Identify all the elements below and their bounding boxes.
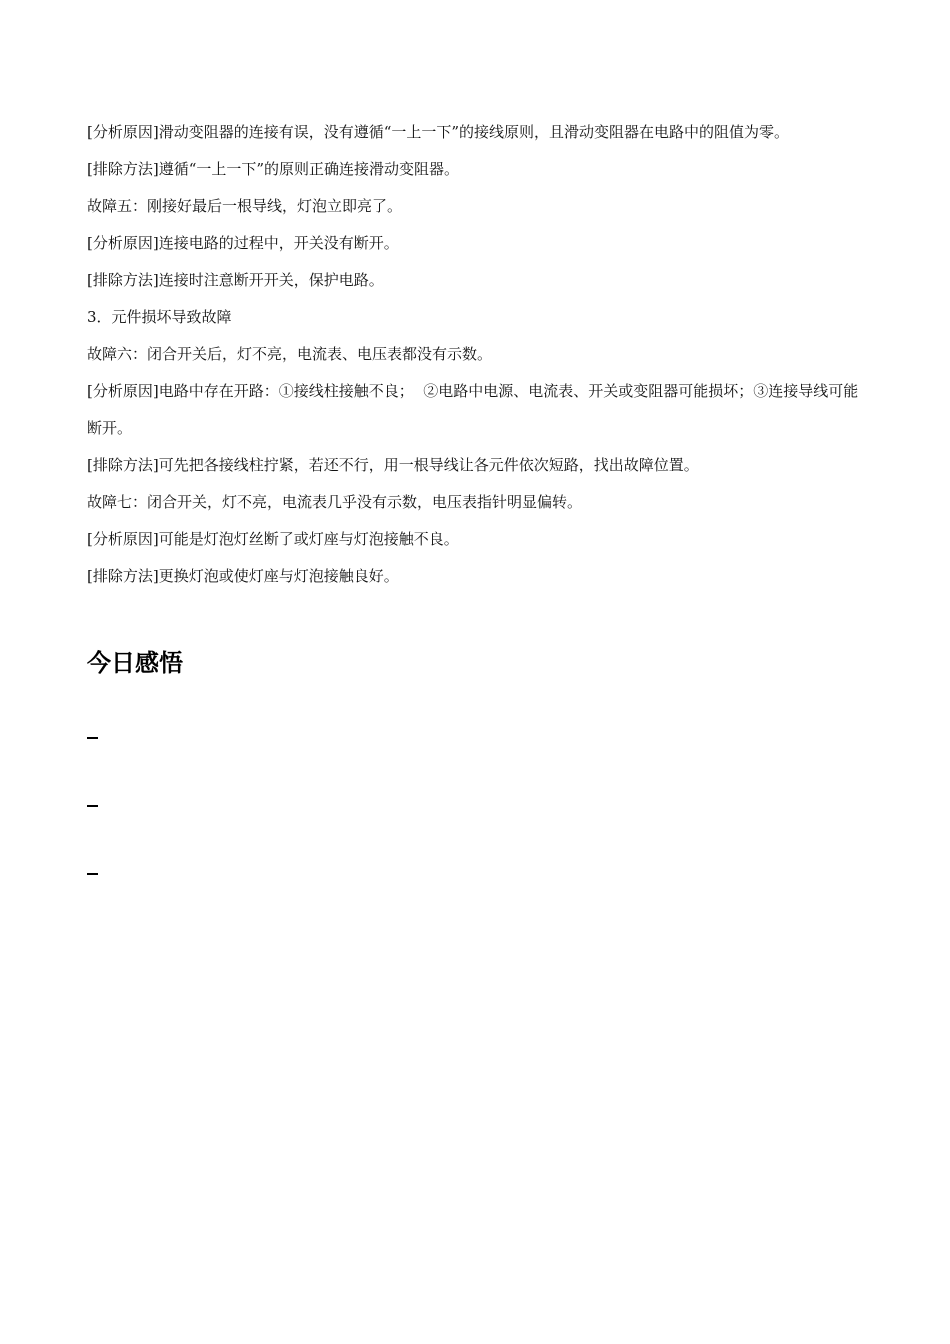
subsection-title-3: 3．元件损坏导致故障	[87, 308, 232, 326]
blank-line-3	[87, 873, 98, 875]
paragraph-fix-4: [排除方法]遵循“一上一下”的原则正确连接滑动变阻器。	[87, 160, 460, 178]
blank-line-1	[87, 737, 98, 739]
paragraph-cause-7: [分析原因]可能是灯泡灯丝断了或灯座与灯泡接触不良。	[87, 530, 459, 548]
paragraph-cause-4: [分析原因]滑动变阻器的连接有误，没有遵循“一上一下”的接线原则，且滑动变阻器在电路中的阻值为零。	[87, 123, 790, 141]
paragraph-fix-7: [排除方法]更换灯泡或使灯座与灯泡接触良好。	[87, 567, 399, 585]
paragraph-fault-5: 故障五：刚接好最后一根导线，灯泡立即亮了。	[87, 197, 403, 215]
document-body	[87, 114, 867, 595]
paragraph-cause-6: [分析原因]电路中存在开路：①接线柱接触不良； ②电路中电源、电流表、开关或变阻器可能损坏；③连接导线可能断开。	[87, 382, 859, 437]
paragraph-fault-6: 故障六：闭合开关后，灯不亮，电流表、电压表都没有示数。	[87, 345, 493, 363]
paragraph-fix-6: [排除方法]可先把各接线柱拧紧，若还不行，用一根导线让各元件依次短路，找出故障位置。	[87, 456, 699, 474]
section-heading: 今日感悟	[87, 649, 183, 677]
blank-line-2	[87, 805, 98, 807]
paragraph-cause-5: [分析原因]连接电路的过程中，开关没有断开。	[87, 234, 399, 252]
paragraph-fix-5: [排除方法]连接时注意断开开关，保护电路。	[87, 271, 384, 289]
paragraph-fault-7: 故障七：闭合开关，灯不亮，电流表几乎没有示数，电压表指针明显偏转。	[87, 493, 583, 511]
